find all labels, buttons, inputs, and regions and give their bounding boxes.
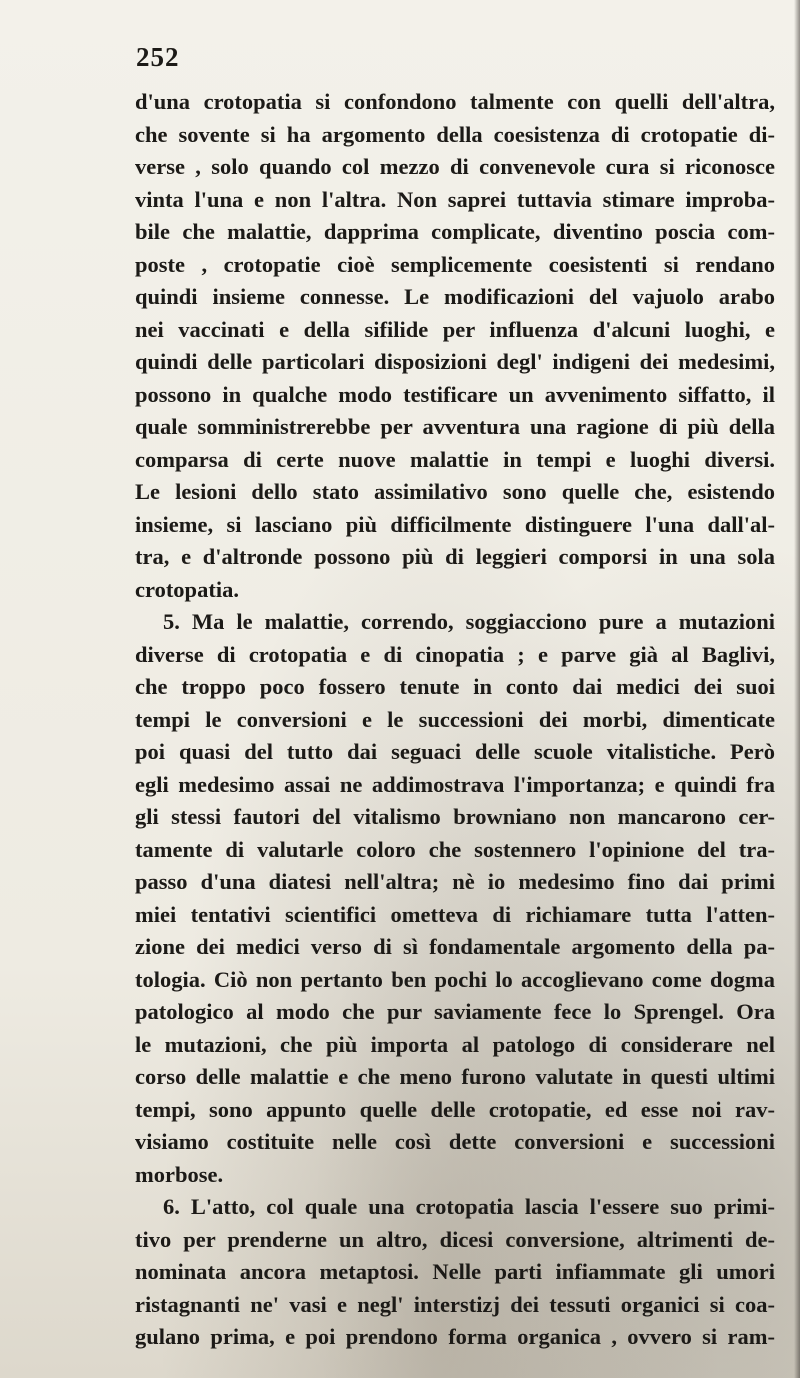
- text-line: egli medesimo assai ne addimostrava l'importanza; e quindi fra: [135, 771, 775, 797]
- text-line: tempi, sono appunto quelle delle crotopatie, ed esse noi rav-: [135, 1096, 775, 1122]
- text-line: gli stessi fautori del vitalismo browniano non mancarono cer-: [135, 804, 775, 829]
- text-line: poi quasi del tutto dai seguaci delle scuole vitalistiche. Però: [135, 739, 775, 764]
- text-line: nei vaccinati e della sifilide per influenza d'alcuni luoghi, e: [135, 316, 775, 342]
- text-line: insieme, si lasciano più difficilmente distinguere l'una dall'al-: [135, 511, 775, 537]
- text-line: quindi delle particolari disposizioni degl' indigeni dei medesimi,: [135, 349, 775, 374]
- text-line: morbose.: [135, 1161, 224, 1187]
- text-line: miei tentativi scientifici ometteva di richiamare tutta l'atten-: [135, 901, 775, 927]
- text-line: vinta l'una e non l'altra. Non saprei tuttavia stimare improba-: [135, 186, 775, 212]
- text-line: passo d'una diatesi nell'altra; nè io medesimo fino dai primi: [135, 869, 775, 894]
- text-line: 5. Ma le malattie, correndo, soggiacciono pure a mutazioni: [163, 609, 775, 634]
- text-line: zione dei medici verso di sì fondamentale argomento della pa-: [135, 934, 775, 959]
- text-line: patologico al modo che pur saviamente fece lo Sprengel. Ora: [135, 999, 775, 1024]
- text-line: nominata ancora metaptosi. Nelle parti infiammate gli umori: [135, 1259, 775, 1284]
- page-number: 252: [136, 42, 180, 72]
- text-line: verse , solo quando col mezzo di convenevole cura si riconosce: [135, 154, 775, 179]
- text-line: che troppo poco fossero tenute in conto dai medici dei suoi: [135, 674, 775, 699]
- text-line: quale somministrerebbe per avventura una ragione di più della: [135, 414, 775, 439]
- text-line: visiamo costituite nelle così dette conversioni e successioni: [135, 1129, 775, 1154]
- text-line: tivo per prenderne un altro, dicesi conversione, altrimenti de-: [135, 1226, 775, 1252]
- text-line: tamente di valutarle coloro che sostennero l'opinione del tra-: [135, 836, 775, 862]
- text-line: poste , crotopatie cioè semplicemente coesistenti si rendano: [135, 251, 775, 277]
- text-line: crotopatia.: [135, 576, 239, 602]
- text-line: quindi insieme connesse. Le modificazioni del vajuolo arabo: [135, 284, 775, 309]
- text-line: le mutazioni, che più importa al patologo di considerare nel: [135, 1031, 775, 1057]
- text-line: comparsa di certe nuove malattie in tempi e luoghi diversi.: [135, 446, 775, 472]
- body-text: [135, 86, 775, 1354]
- text-line: d'una crotopatia si confondono talmente con quelli dell'altra,: [135, 89, 775, 114]
- text-line: possono in qualche modo testificare un avvenimento siffatto, il: [135, 381, 775, 407]
- text-line: bile che malattie, dapprima complicate, diventino poscia com-: [135, 219, 775, 244]
- text-line: tologia. Ciò non pertanto ben pochi lo accoglievano come dogma: [135, 966, 775, 992]
- text-line: 6. L'atto, col quale una crotopatia lascia l'essere suo primi-: [163, 1194, 775, 1219]
- text-line: tra, e d'altronde possono più di leggieri comporsi in una sola: [135, 544, 775, 569]
- text-line: che sovente si ha argomento della coesistenza di crotopatie di-: [135, 121, 775, 147]
- text-line: Le lesioni dello stato assimilativo sono quelle che, esistendo: [135, 479, 775, 504]
- text-line: gulano prima, e poi prendono forma organica , ovvero si ram-: [135, 1324, 775, 1349]
- page-edge-shadow: [794, 0, 800, 1378]
- text-line: diverse di crotopatia e di cinopatia ; e parve già al Baglivi,: [135, 641, 775, 667]
- text-line: ristagnanti ne' vasi e negl' interstizj dei tessuti organici si coa-: [135, 1291, 775, 1317]
- text-line: tempi le conversioni e le successioni dei morbi, dimenticate: [135, 706, 775, 732]
- text-line: corso delle malattie e che meno furono valutate in questi ultimi: [135, 1064, 775, 1089]
